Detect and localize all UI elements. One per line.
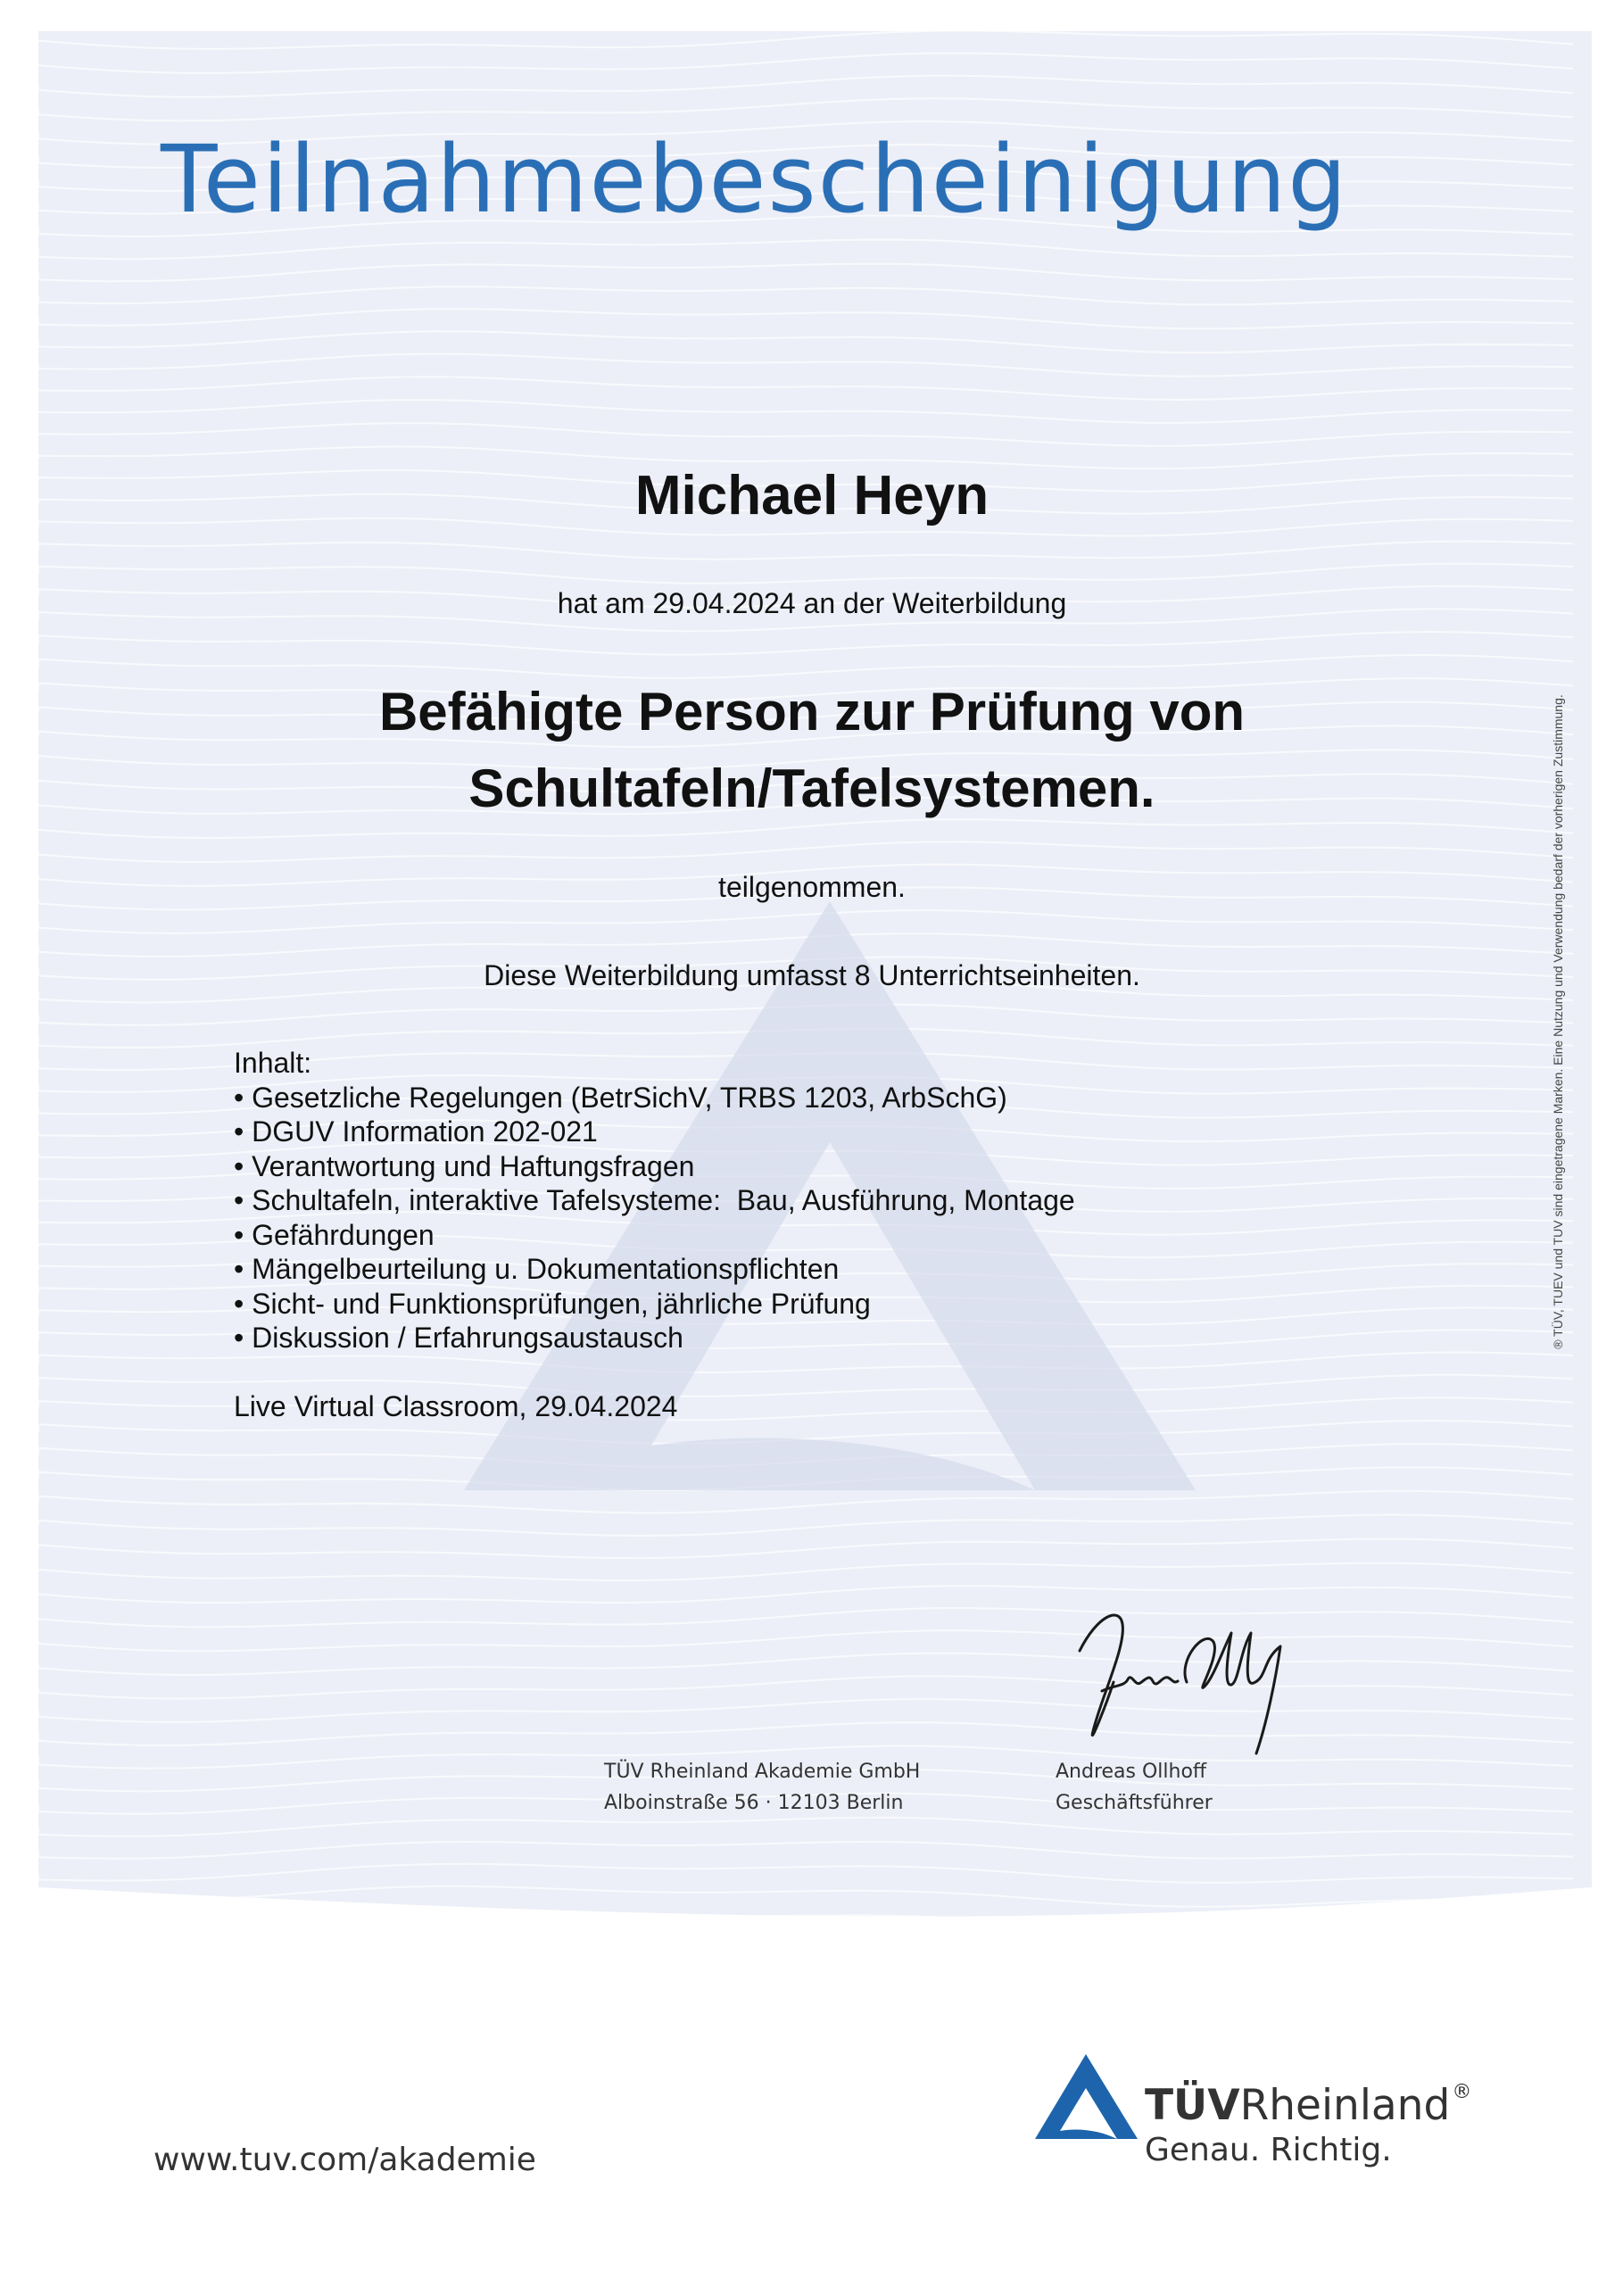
certificate-title: Teilnahmebescheinigung [161, 125, 1349, 234]
wave-line [38, 400, 1573, 423]
organization-address: Alboinstraße 56 · 12103 Berlin [604, 1792, 904, 1814]
wave-line [38, 98, 1573, 120]
wave-line [38, 1864, 1573, 1883]
wave-line [38, 240, 1573, 260]
course-title-line1: Befähigte Person zur Prüfung von [378, 682, 1246, 742]
wave-line [38, 841, 1573, 862]
brand-block [1145, 2081, 1471, 2168]
location-date: Live Virtual Classroom, 29.04.2024 [234, 1389, 678, 1422]
wave-line [38, 377, 1573, 400]
wave-line [38, 31, 1573, 49]
wave-line [38, 542, 1573, 559]
organization-block [604, 1756, 920, 1819]
brand-tagline: Genau. Richtig. [1145, 2132, 1392, 2168]
wave-line [38, 286, 1573, 304]
course-title-line2: Schultafeln/Tafelsystemen. [468, 758, 1155, 818]
participant-name: Michael Heyn [634, 465, 990, 526]
wave-line [38, 1586, 1573, 1603]
course-title [143, 674, 1481, 827]
signature-icon [1053, 1597, 1321, 1767]
wave-line [38, 331, 1573, 352]
organization-name: TÜV Rheinland Akademie GmbH [604, 1761, 921, 1783]
content-item: • Sicht- und Funktionsprüfungen, jährliche Prüfung [234, 1287, 871, 1320]
participated-text: teilgenommen. [718, 871, 906, 903]
wave-line [38, 1608, 1573, 1627]
brand-name-regular: Rheinland [1239, 2081, 1451, 2130]
wave-line [38, 1842, 1573, 1859]
content-item: • Schultafeln, interaktive Tafelsysteme: Bau, Ausführung, Montage [234, 1184, 1075, 1216]
wave-line [38, 54, 1573, 73]
signatory-role: Geschäftsführer [1056, 1792, 1213, 1814]
brand-name-bold: TÜV [1145, 2081, 1240, 2130]
wave-line [38, 1818, 1573, 1836]
signatory-block [1056, 1756, 1213, 1819]
content-item: • DGUV Information 202-021 [234, 1115, 598, 1148]
content-heading: Inhalt: [234, 1047, 312, 1079]
brand-name [1145, 2081, 1471, 2130]
wave-line [38, 1539, 1573, 1559]
content-item: • Gefährdungen [234, 1218, 435, 1251]
wave-line [38, 309, 1573, 328]
content-item: • Verantwortung und Haftungsfragen [234, 1149, 695, 1182]
date-line: hat am 29.04.2024 an der Weiterbildung [557, 587, 1067, 619]
registered-mark: ® [1452, 2081, 1472, 2103]
content-item: • Mängelbeurteilung u. Dokumentationspflichten [234, 1253, 840, 1285]
website-url: www.tuv.com/akademie [153, 2142, 536, 2178]
signatory-name: Andreas Ollhoff [1056, 1761, 1207, 1783]
legal-notice: ® TÜV, TUEV und TUV sind eingetragene Marken. Eine Nutzung und Verwendung bedarf der vorherigen Zustimmung. [1551, 694, 1565, 1349]
wave-line [38, 1515, 1573, 1537]
content-item: • Diskussion / Erfahrungsaustausch [234, 1322, 683, 1354]
units-line: Diese Weiterbildung umfasst 8 Unterrichtseinheiten. [484, 959, 1140, 991]
wave-line [38, 1563, 1573, 1580]
panel-bottom-wave [38, 1887, 1592, 1923]
wave-line [38, 1630, 1573, 1651]
tuv-triangle-logo-icon [1035, 2054, 1138, 2142]
wave-line [38, 564, 1573, 584]
wave-line [38, 264, 1573, 282]
content-item: • Gesetzliche Regelungen (BetrSichV, TRBS 1203, ArbSchG) [234, 1081, 1007, 1114]
wave-line [38, 76, 1573, 97]
wave-line [38, 632, 1573, 655]
wave-line [38, 354, 1573, 377]
wave-line [38, 1654, 1573, 1675]
wave-line [38, 1676, 1573, 1698]
wave-line [38, 423, 1573, 446]
wave-line [38, 1699, 1573, 1722]
wave-line [38, 1722, 1573, 1745]
content-section [234, 1046, 1304, 1423]
